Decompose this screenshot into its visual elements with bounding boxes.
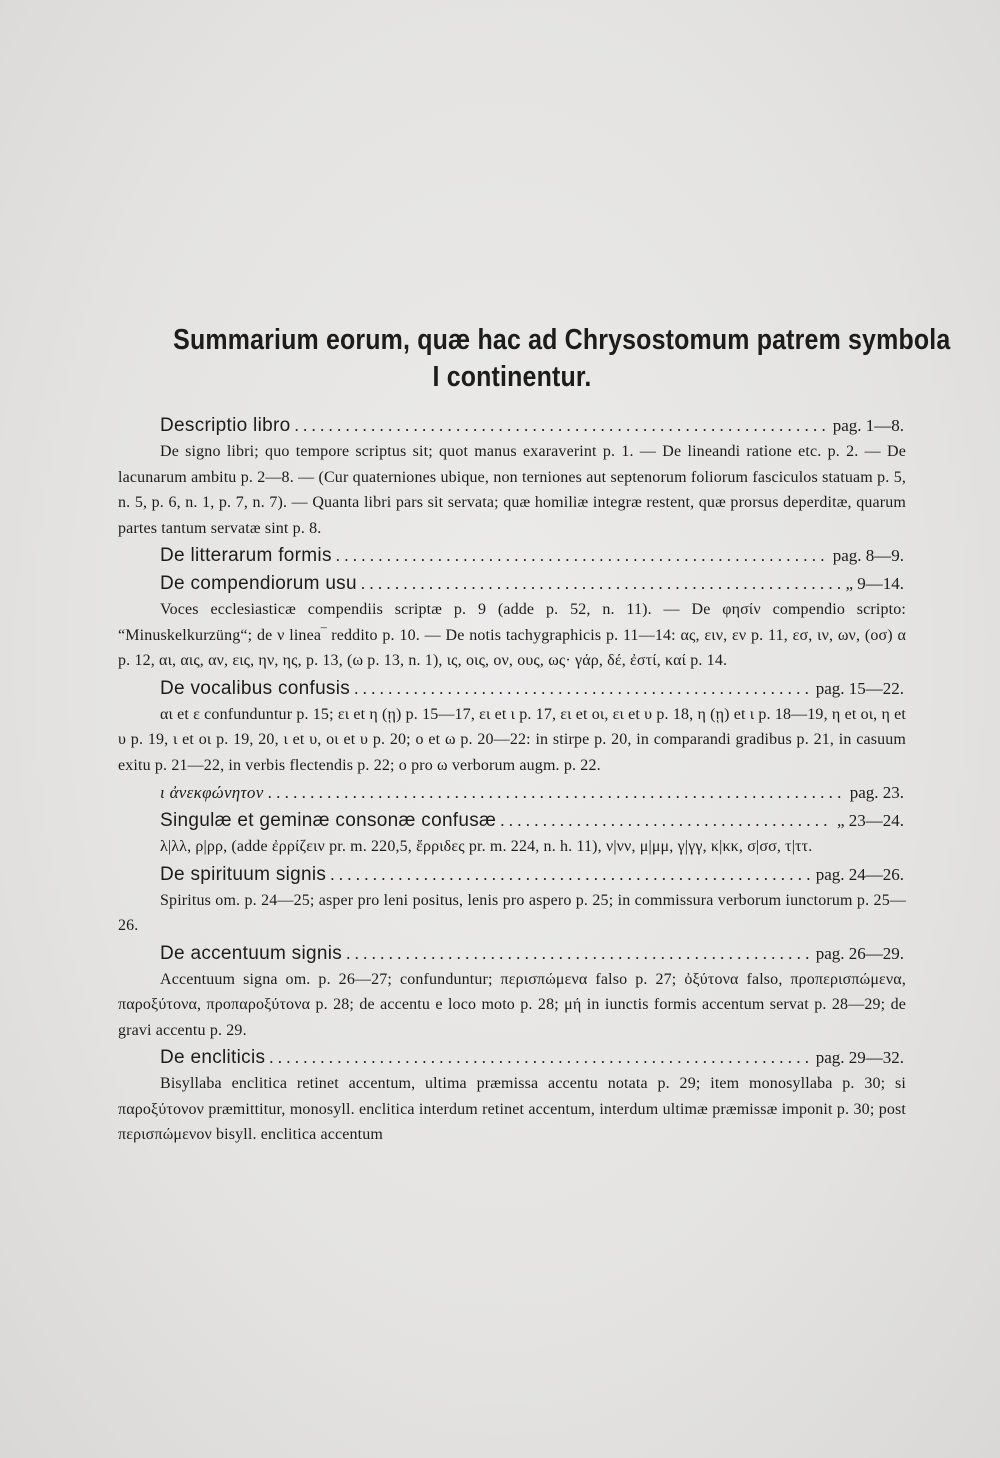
section-text: De signo libri; quo tempore scriptus sit; quot manus exaraverint p. 1. — De lineandi ratione etc. p. 2. — De lacunarum ambitu p. 2—8. — (Cur quaterniones ubique, non terniones aut septenorum foliorum fasciculos statuam p. 5, n. 5, p. 6, n. 1, p. 7, n. 7). — Quanta libri pars sit servata; quæ homiliæ integræ restent, quæ prorsus deperditæ, quarum partes tantum servatæ sint p. 8. (118, 443, 906, 537)
section-descriptio (118, 412, 906, 541)
section-compendiorum (118, 570, 906, 674)
section-heading-row (118, 570, 906, 597)
section-pages: pag. 1—8. (832, 416, 904, 435)
section-heading: De spirituum signis (160, 863, 327, 885)
section-text: λ|λλ, ρ|ρρ, (adde ἐρρίζειν pr. m. 220,5, ἔρριδες pr. m. 224, n. h. 11), ν|νν, μ|μμ, γ|γγ, κ|κκ, σ|σσ, τ|ττ. (160, 838, 813, 855)
section-heading: De litterarum formis (160, 545, 332, 566)
section-pages: pag. 8—9. (832, 546, 904, 565)
section-text: Voces ecclesiasticæ compendiis scriptæ p. 9 (adde p. 52, n. 11). — De φησίν compendio scripto: “Minuskelkurzüng“; de ν linea‾ reddito p. 10. — De notis tachygraphicis p. 11—14: ας, ειν, εν p. 11, εσ, ιν, ων, (οσ) α p. 12, αι, αις, αν, εις, ην, ης, p. 13, (ω p. 13, n. 1), ις, οις, ον, ους, ως· γάρ, δέ, ἐστί, καί p. 14. (118, 601, 906, 669)
section-pages: pag. 15—22. (815, 678, 904, 698)
section-pages: pag. 26—29. (815, 943, 904, 963)
section-heading-row (118, 779, 906, 806)
section-pages: pag. 24—26. (815, 864, 904, 884)
section-encliticis (118, 1044, 906, 1148)
dot-leader (330, 861, 812, 888)
section-heading: ι ἀνεκφώνητον (160, 783, 264, 802)
title-block (118, 322, 951, 396)
dot-leader (269, 1044, 811, 1071)
dot-leader (294, 412, 828, 439)
section-pages: „ 9—14. (845, 574, 904, 593)
section-pages: pag. 29—32. (815, 1048, 904, 1067)
section-heading-row (118, 412, 906, 439)
section-text: Accentuum signa om. p. 26—27; confunduntur; περισπώμενα falso p. 27; ὀξύτονα falso, προπερισπώμενα, παροξύτονα, προπαροξύτονα p. 28; de accentu e loco moto p. 28; μή in iunctis formis accentum servat p. 28—29; de gravi accentu p. 29. (118, 970, 906, 1039)
section-heading-row (118, 542, 906, 569)
dot-leader (346, 940, 812, 967)
section-text: αι et ε confunduntur p. 15; ει et η (ῃ) p. 15—17, ει et ι p. 17, ει et οι, ει et υ p. 18, η (ῃ) et ι p. 18—19, η et οι, η et υ p. 19, ι et οι p. 19, 20, ι et υ, οι et υ p. 20; ο et ω p. 20—22: in stirpe p. 20, in comparandi gradibus p. 21, in casuum exitu p. 21—22, in verbis flectendis p. 22; ο pro ω verborum augm. p. 22. (118, 705, 906, 774)
section-heading: De encliticis (160, 1047, 266, 1068)
title-line-1: Summarium eorum, quæ hac ad Chrysostomum patrem symbola (173, 324, 951, 356)
section-pages: pag. 23. (849, 783, 904, 802)
section-heading: Descriptio libro (160, 415, 291, 436)
section-heading-row (118, 1044, 906, 1071)
dot-leader (500, 807, 833, 834)
section-accentuum (118, 940, 906, 1044)
section-text: Spiritus om. p. 24—25; asper pro leni positus, lenis pro aspero p. 25; in commissura verborum iunctorum p. 25—26. (118, 891, 906, 934)
section-iota-adscriptum (118, 779, 906, 806)
section-consonae (118, 807, 906, 860)
section-litterarum (118, 542, 906, 569)
summary-content (118, 322, 951, 1149)
title-line-2: I continentur. (432, 361, 592, 393)
section-heading: Singulæ et geminæ consonæ confusæ (160, 810, 497, 831)
section-spirituum (118, 861, 906, 939)
section-text: Bisyllaba enclitica retinet accentum, ultima præmissa accentu notata p. 29; item monosyllaba p. 30; si παροξύτονον præmittitur, monosyll. enclitica interdum retinet accentum, interdum ultimæ præmissæ imponit p. 30; post περισπώμενον bisyll. enclitica accentum (118, 1075, 906, 1143)
section-vocalibus (118, 675, 906, 779)
dot-leader (268, 779, 846, 806)
section-heading: De accentuum signis (160, 942, 343, 964)
section-pages: „ 23—24. (836, 811, 904, 830)
dot-leader (336, 542, 829, 569)
section-heading-row (118, 675, 906, 702)
section-heading: De compendiorum usu (160, 573, 357, 594)
section-heading: De vocalibus confusis (160, 677, 351, 699)
dot-leader (361, 570, 842, 597)
dot-leader (354, 675, 812, 702)
section-heading-row (118, 861, 906, 888)
section-heading-row (118, 940, 906, 967)
section-heading-row (118, 807, 906, 834)
page-title (173, 322, 951, 396)
